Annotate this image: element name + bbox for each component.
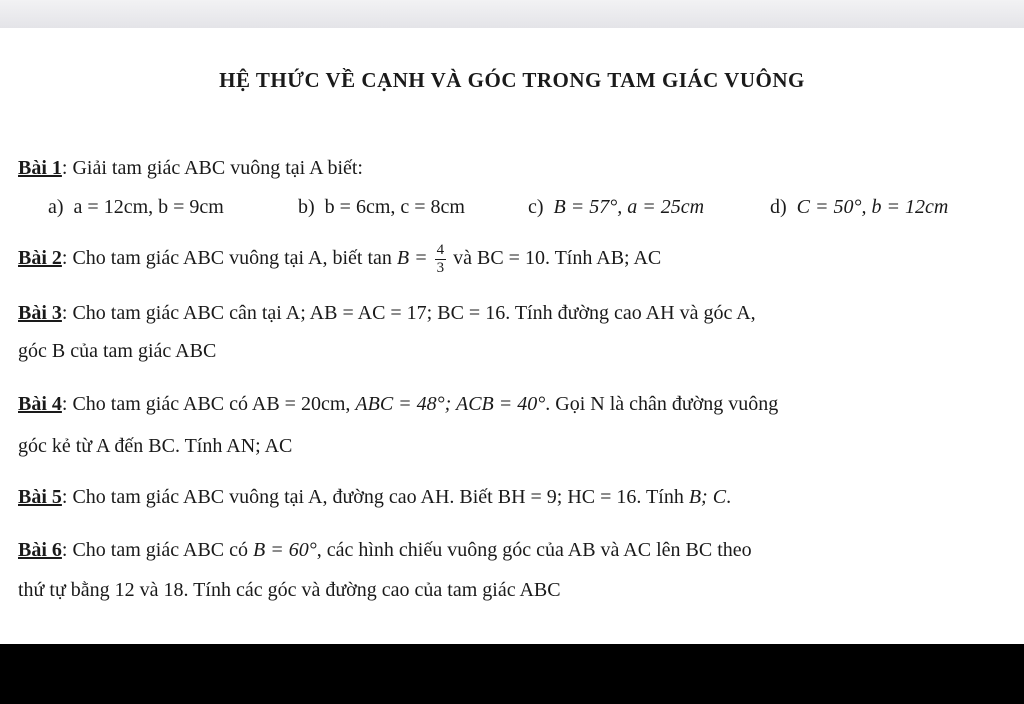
exercise-5-label: Bài 5 [18,486,62,508]
exercise-3-line1: : Cho tam giác ABC cân tại A; AB = AC = 17; BC = 16. Tính đường cao AH và góc A, [61,302,756,324]
exercise-4 [18,393,778,416]
exercise-4-line1b: . Gọi N là chân đường vuông [545,393,779,415]
exercise-1-text: : Giải tam giác ABC vuông tại A biết: [61,157,363,179]
item-d-letter: d) [770,196,787,218]
exercise-5-text: : Cho tam giác ABC vuông tại A, đường cao AH. Biết BH = 9; HC = 16. Tính [61,486,684,508]
fraction-denominator: 3 [436,260,445,276]
exercise-4-label: Bài 4 [18,393,62,415]
item-a-letter: a) [48,196,64,218]
exercise-2-text-after: và BC = 10. Tính AB; AC [453,247,662,270]
item-b-expr: b = 6cm, c = 8cm [324,196,465,218]
exercise-6-line1b: , các hình chiếu vuông góc của AB và AC lên BC theo [316,539,752,561]
exercise-1-item-c [528,196,704,219]
browser-top-strip [0,0,1024,29]
exercise-2-var: B = [396,247,428,270]
fraction-4-3 [435,242,447,277]
exercise-2 [18,242,661,277]
item-a-expr: a = 12cm, b = 9cm [73,196,224,218]
exercise-3-line2: góc B của tam giác ABC [18,340,217,362]
exercise-4-math: ABC = 48°; ACB = 40° [355,393,546,415]
exercise-1-item-d [770,196,948,219]
exercise-6-label: Bài 6 [18,539,62,561]
exercise-3-label: Bài 3 [18,302,62,324]
item-c-letter: c) [528,196,544,218]
exercise-2-text: : Cho tam giác ABC vuông tại A, biết tan [61,247,392,270]
exercise-1-label: Bài 1 [18,157,62,179]
exercise-4-line2: góc kẻ từ A đến BC. Tính AN; AC [18,435,293,457]
exercise-6-math: B = 60° [253,539,317,561]
exercise-6-line2: thứ tự bằng 12 và 18. Tính các góc và đường cao của tam giác ABC [18,579,561,601]
exercise-5-end: . [726,486,732,508]
exercise-4-line1a: : Cho tam giác ABC có AB = 20cm, [61,393,351,415]
exercise-2-label: Bài 2 [18,247,62,270]
item-b-letter: b) [298,196,315,218]
exercise-5-math: B; C [688,486,727,508]
exercise-5 [18,486,731,509]
exercise-1 [18,157,363,180]
bottom-black-bar [0,644,1024,704]
fraction-numerator: 4 [436,242,445,258]
document-title: HỆ THỨC VỀ CẠNH VÀ GÓC TRONG TAM GIÁC VUÔNG [219,68,805,92]
item-c-expr: B = 57°, a = 25cm [553,196,705,218]
exercise-3 [18,302,756,325]
exercise-1-item-a [48,196,224,219]
item-d-expr: C = 50°, b = 12cm [796,196,949,218]
exercise-6-line1a: : Cho tam giác ABC có [61,539,248,561]
exercise-1-item-b [298,196,465,219]
exercise-6 [18,539,752,562]
